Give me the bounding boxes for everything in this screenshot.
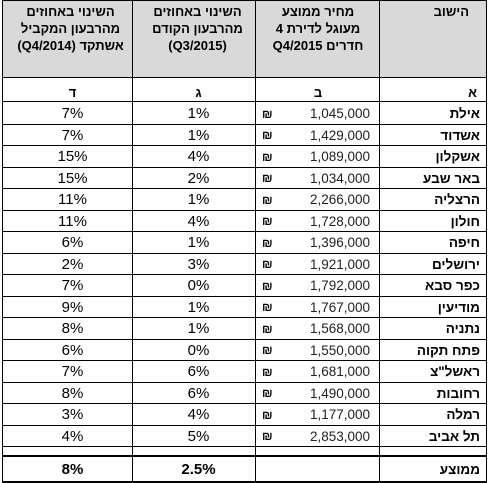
price-cell: [256, 297, 380, 319]
grid-line: [2, 446, 487, 447]
city-cell: מודיעין: [437, 299, 480, 315]
grid-line: [2, 231, 487, 232]
price-cell: [256, 189, 380, 211]
grid-line: [2, 382, 487, 383]
shekel-icon: ₪: [262, 106, 273, 121]
prev-quarter-cell: 2%: [187, 169, 210, 187]
shekel-icon: ₪: [262, 192, 273, 207]
price-cell: [256, 361, 380, 383]
price-value: 2,266,000: [309, 192, 370, 208]
city-cell: ירושלים: [431, 256, 480, 272]
price-cell: [256, 404, 380, 426]
average-label: ממוצע: [439, 461, 480, 477]
average-prev-quarter: 2.5%: [181, 460, 216, 478]
average-row: [2, 456, 487, 482]
letter-year-ago: ד: [68, 85, 77, 100]
shekel-icon: ₪: [262, 321, 273, 336]
city-cell: רחובות: [436, 385, 480, 401]
table-row: [2, 125, 487, 147]
column-letters-row: [2, 78, 487, 102]
letter-city: א: [468, 85, 477, 100]
prev-quarter-cell: 5%: [187, 427, 210, 445]
shekel-icon: ₪: [262, 429, 273, 444]
grid-line: [2, 0, 487, 1]
shekel-icon: ₪: [262, 235, 273, 250]
year-ago-cell: 11%: [58, 212, 87, 230]
shekel-icon: ₪: [262, 257, 273, 272]
city-cell: חיפה: [448, 235, 480, 251]
table-row: [2, 254, 487, 276]
price-cell: [256, 103, 380, 125]
prev-quarter-cell: 0%: [187, 341, 210, 359]
table-row: [2, 383, 487, 405]
grid-line: [2, 167, 487, 168]
year-ago-cell: 3%: [61, 406, 84, 424]
table-row: [2, 426, 487, 448]
shekel-icon: ₪: [262, 278, 273, 293]
shekel-icon: ₪: [262, 364, 273, 379]
shekel-icon: ₪: [262, 214, 273, 229]
price-cell: [256, 168, 380, 190]
price-value: 1,550,000: [309, 342, 370, 358]
city-cell: תל אביב: [428, 428, 480, 444]
city-cell: כפר סבא: [425, 278, 480, 294]
price-value: 1,045,000: [309, 106, 370, 122]
prev-quarter-cell: 1%: [187, 298, 210, 316]
header-prev-quarter: השינוי באחוזים מהרבעון הקודם (Q3/2015): [152, 4, 243, 53]
average-year-ago: 8%: [61, 460, 84, 478]
table-row: [2, 275, 487, 297]
year-ago-cell: 4%: [61, 427, 84, 445]
prev-quarter-cell: 0%: [187, 277, 210, 295]
price-cell: [256, 211, 380, 233]
header-city: הישוב: [433, 4, 469, 19]
grid-line: [2, 145, 487, 146]
prev-quarter-cell: 6%: [187, 384, 210, 402]
table-row: [2, 340, 487, 362]
price-value: 1,681,000: [309, 364, 370, 380]
grid-line: [2, 296, 487, 297]
year-ago-cell: 7%: [61, 363, 84, 381]
shekel-icon: ₪: [262, 300, 273, 315]
year-ago-cell: 7%: [61, 277, 84, 295]
prev-quarter-cell: 1%: [187, 105, 210, 123]
price-value: 1,089,000: [309, 149, 370, 165]
prev-quarter-cell: 1%: [187, 320, 210, 338]
letter-price: ב: [313, 85, 323, 100]
grid-line: [2, 455, 487, 457]
prev-quarter-cell: 4%: [187, 212, 210, 230]
price-cell: [256, 146, 380, 168]
grid-line: [2, 317, 487, 318]
price-value: 1,429,000: [309, 127, 370, 143]
prev-quarter-cell: 1%: [187, 126, 210, 144]
grid-line: [2, 403, 487, 404]
shekel-icon: ₪: [262, 343, 273, 358]
city-cell: חולון: [450, 213, 480, 229]
prev-quarter-cell: 4%: [187, 406, 210, 424]
grid-line: [379, 0, 380, 482]
grid-line: [132, 0, 133, 482]
city-cell: אשדוד: [440, 127, 480, 143]
price-value: 1,767,000: [309, 299, 370, 315]
price-cell: [256, 426, 380, 448]
letter-prev-quarter: ג: [195, 85, 202, 100]
year-ago-cell: 6%: [61, 341, 84, 359]
year-ago-cell: 7%: [61, 105, 84, 123]
price-value: 1,490,000: [309, 385, 370, 401]
table-row: [2, 404, 487, 426]
year-ago-cell: 2%: [61, 255, 84, 273]
grid-line: [2, 210, 487, 211]
shekel-icon: ₪: [262, 128, 273, 143]
prev-quarter-cell: 1%: [187, 234, 210, 252]
price-cell: [256, 340, 380, 362]
table-row: [2, 232, 487, 254]
city-cell: הרצליה: [434, 192, 480, 208]
year-ago-cell: 11%: [58, 191, 87, 209]
prev-quarter-cell: 4%: [187, 148, 210, 166]
shekel-icon: ₪: [262, 149, 273, 164]
table-row: [2, 361, 487, 383]
header-price: מחיר ממוצע מעוגל לדירת 4 חדרים Q4/2015: [272, 4, 364, 53]
price-cell: [256, 254, 380, 276]
grid-line: [2, 360, 487, 361]
prev-quarter-cell: 1%: [187, 191, 210, 209]
price-value: 1,396,000: [309, 235, 370, 251]
price-table: [2, 0, 487, 482]
header-year-ago: השינוי באחוזים מהרבעון המקביל אשתקד (Q4/2014): [17, 4, 124, 53]
grid-line: [2, 188, 487, 189]
city-cell: אשקלון: [435, 149, 480, 165]
city-cell: אילת: [449, 106, 480, 122]
city-cell: באר שבע: [423, 170, 480, 186]
grid-line: [2, 77, 487, 78]
price-value: 1,728,000: [309, 213, 370, 229]
grid-line: [2, 124, 487, 125]
table-row: [2, 146, 487, 168]
table-header: [2, 0, 487, 78]
year-ago-cell: 8%: [61, 320, 84, 338]
grid-line: [255, 0, 256, 482]
table-row: [2, 189, 487, 211]
price-value: 1,177,000: [309, 407, 370, 423]
average-price: [256, 456, 380, 482]
price-value: 1,792,000: [309, 278, 370, 294]
year-ago-cell: 9%: [61, 298, 84, 316]
grid-line: [2, 274, 487, 275]
year-ago-cell: 7%: [61, 126, 84, 144]
shekel-icon: ₪: [262, 386, 273, 401]
prev-quarter-cell: 6%: [187, 363, 210, 381]
price-cell: [256, 275, 380, 297]
price-cell: [256, 232, 380, 254]
price-value: 1,921,000: [309, 256, 370, 272]
table-row: [2, 297, 487, 319]
year-ago-cell: 6%: [61, 234, 84, 252]
price-cell: [256, 125, 380, 147]
grid-line: [2, 339, 487, 340]
price-cell: [256, 318, 380, 340]
grid-line: [2, 0, 3, 482]
price-value: 2,853,000: [309, 428, 370, 444]
table-row: [2, 318, 487, 340]
table-row: [2, 103, 487, 125]
price-value: 1,034,000: [309, 170, 370, 186]
price-value: 1,568,000: [309, 321, 370, 337]
year-ago-cell: 8%: [61, 384, 84, 402]
prev-quarter-cell: 3%: [187, 255, 210, 273]
table-row: [2, 211, 487, 233]
grid-line: [2, 425, 487, 426]
price-cell: [256, 383, 380, 405]
grid-line: [2, 101, 487, 102]
city-cell: פתח תקוה: [416, 342, 480, 358]
city-cell: רמלה: [446, 407, 480, 423]
city-cell: ראשל"צ: [430, 364, 480, 380]
table-row: [2, 168, 487, 190]
grid-line: [2, 253, 487, 254]
grid-line: [486, 0, 487, 482]
shekel-icon: ₪: [262, 171, 273, 186]
shekel-icon: ₪: [262, 407, 273, 422]
year-ago-cell: 15%: [57, 169, 88, 187]
year-ago-cell: 15%: [57, 148, 88, 166]
city-cell: נתניה: [445, 321, 480, 337]
